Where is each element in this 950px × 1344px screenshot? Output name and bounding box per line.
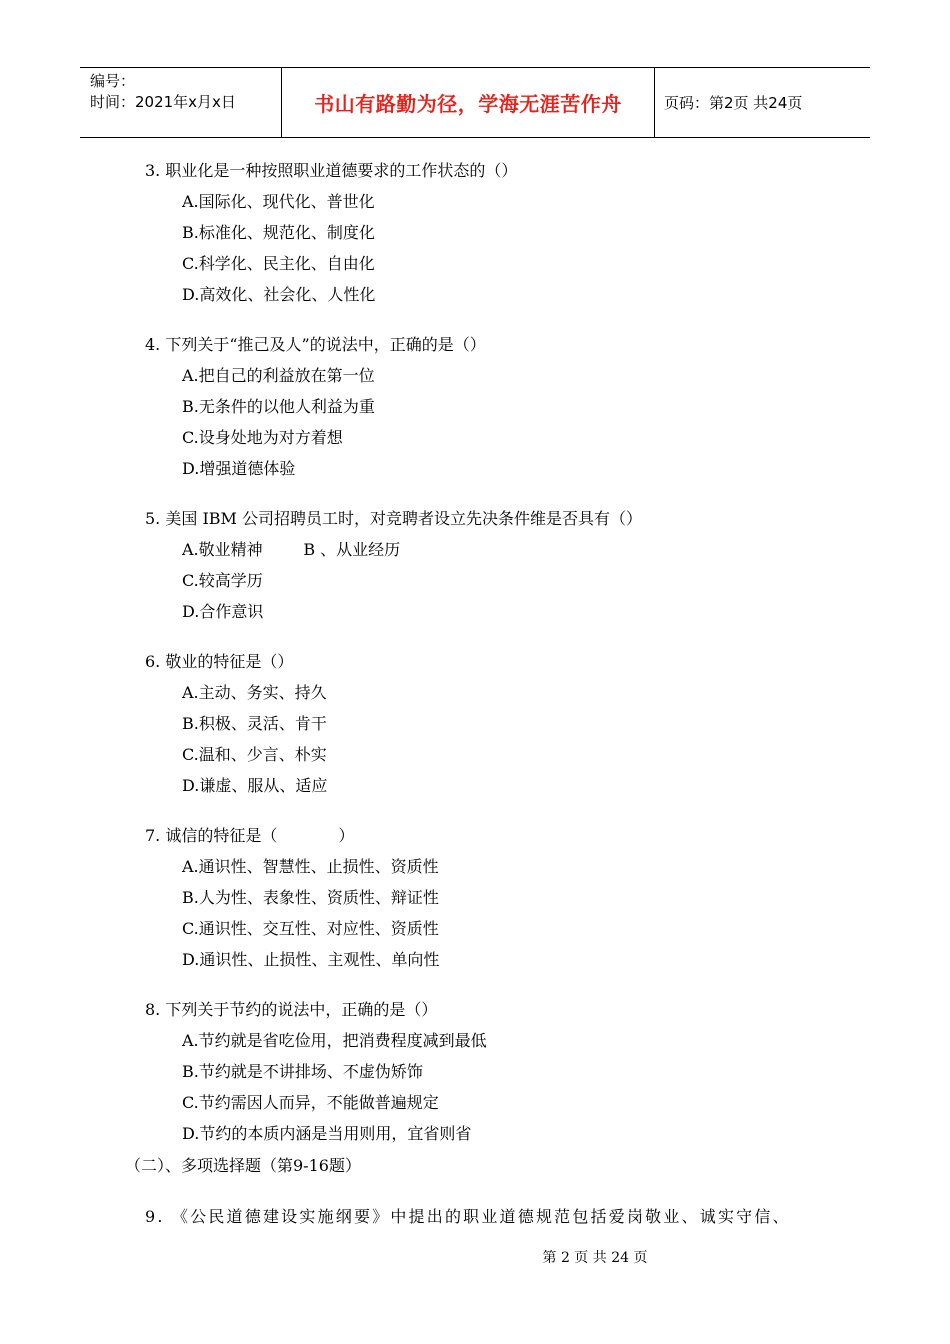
header-motto: 书山有路勤为径，学海无涯苦作舟 [314, 92, 622, 116]
question-3-option-b: B.标准化、规范化、制度化 [182, 223, 375, 242]
header-time-label: 时间：2021年x月x日 [90, 93, 236, 111]
question-7-option-d: D.通识性、止损性、主观性、单向性 [182, 950, 440, 969]
question-8-option-a: A.节约就是省吃俭用，把消费程度减到最低 [182, 1031, 487, 1050]
question-5-option-ab: A.敬业精神 B 、从业经历 [182, 540, 401, 559]
question-6-option-b: B.积极、灵活、肯干 [182, 714, 327, 733]
page-header [80, 67, 870, 138]
header-meta [90, 71, 280, 113]
question-8-option-d: D.节约的本质内涵是当用则用，宜省则省 [182, 1124, 472, 1143]
question-6: 6. 敬业的特征是（） [145, 652, 294, 671]
question-4-option-a: A.把自己的利益放在第一位 [182, 366, 375, 385]
question-8-option-b: B.节约就是不讲排场、不虚伪矫饰 [182, 1062, 423, 1081]
question-8-option-c: C.节约需因人而异，不能做普遍规定 [182, 1093, 439, 1112]
page-footer: 第 2 页 共 24 页 [542, 1250, 648, 1266]
question-7: 7. 诚信的特征是（ ） [145, 826, 355, 845]
question-8: 8. 下列关于节约的说法中，正确的是（） [145, 1000, 438, 1019]
question-6-option-a: A.主动、务实、持久 [182, 683, 327, 702]
question-6-option-d: D.谦虚、服从、适应 [182, 776, 328, 795]
section-heading: （二）、多项选择题（第9-16题） [125, 1156, 361, 1175]
question-4: 4. 下列关于“推己及人”的说法中，正确的是（） [145, 335, 486, 354]
question-5-option-d: D.合作意识 [182, 602, 264, 621]
header-page-info: 页码：第2页 共24页 [664, 94, 803, 112]
question-7-option-a: A.通识性、智慧性、止损性、资质性 [182, 857, 439, 876]
question-4-option-c: C.设身处地为对方着想 [182, 428, 343, 447]
question-5: 5. 美国 IBM 公司招聘员工时，对竞聘者设立先决条件维是否具有（） [145, 509, 642, 528]
question-7-option-b: B.人为性、表象性、资质性、辩证性 [182, 888, 439, 907]
question-5-option-c: C.较高学历 [182, 571, 263, 590]
header-number-label: 编号： [90, 72, 136, 90]
question-3-option-c: C.科学化、民主化、自由化 [182, 254, 375, 273]
question-9: 9. 《公民道德建设实施纲要》中提出的职业道德规范包括爱岗敬业、诚实守信、 [145, 1207, 791, 1226]
header-divider [654, 68, 655, 137]
question-6-option-c: C.温和、少言、朴实 [182, 745, 327, 764]
question-3: 3. 职业化是一种按照职业道德要求的工作状态的（） [145, 161, 518, 180]
question-3-option-d: D.高效化、社会化、人性化 [182, 285, 376, 304]
question-4-option-d: D.增强道德体验 [182, 459, 296, 478]
question-7-option-c: C.通识性、交互性、对应性、资质性 [182, 919, 439, 938]
question-3-option-a: A.国际化、现代化、普世化 [182, 192, 375, 211]
question-4-option-b: B.无条件的以他人利益为重 [182, 397, 375, 416]
